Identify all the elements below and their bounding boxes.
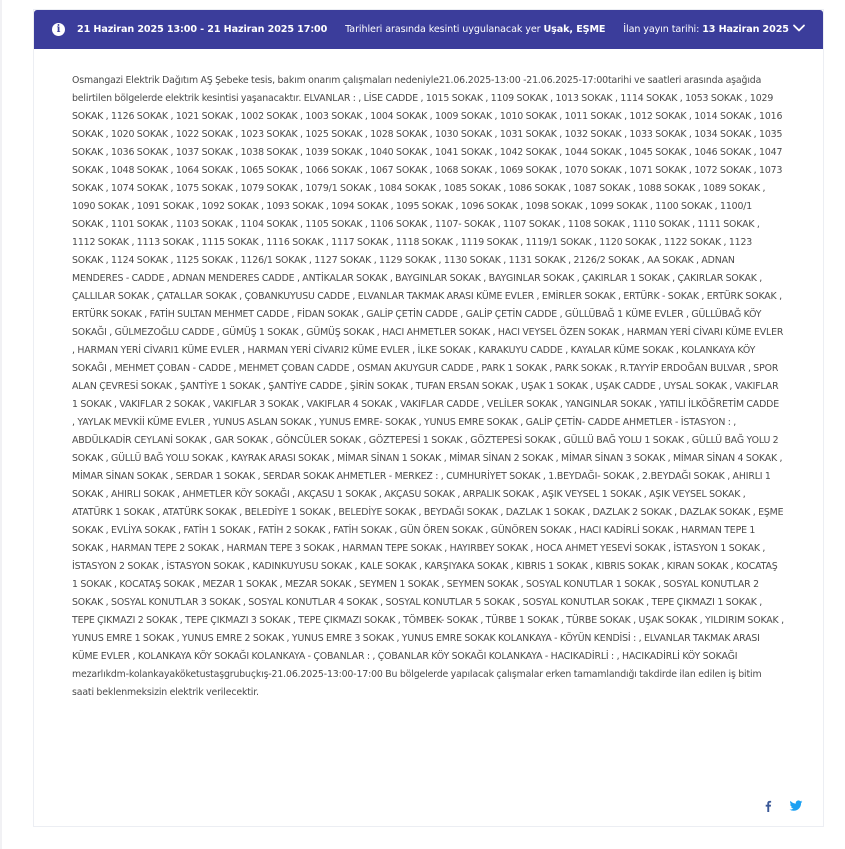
notice-header[interactable] [34,10,823,49]
chevron-down-icon[interactable] [792,21,806,35]
share-links [761,798,803,812]
info-icon: i [52,23,65,36]
facebook-share-link[interactable] [761,798,775,812]
location: Uşak, EŞME [543,24,606,35]
outage-notice-card [33,9,824,827]
publish-prefix: İlan yayın tarihi: [623,24,700,35]
twitter-share-link[interactable] [789,798,803,812]
header-text [77,24,789,35]
page-left-border [0,0,2,849]
facebook-icon [761,799,775,813]
date-range: 21 Haziran 2025 13:00 - 21 Haziran 2025 17:00 [77,24,328,35]
notice-body-text: Osmangazi Elektrik Dağıtım AŞ Şebeke tesis, bakım onarım çalışmaları nedeniyle21.06.2025-13:00 -21.06.2025-17:00tarihi ve saatleri arasında aşağıda belirtilen bölgelerde elektrik kesintisi yaşanacaktır. ELVANLAR : , LİSE CADDE , 1015 SOKAK , 1109 SOKAK , 1013 SOKAK , 1114 SOKAK , 1053 SOKAK , 1029 SOKAK , 1126 SOKAK , 1021 SOKAK , 1002 SOKAK , 1003 SOKAK , 1004 SOKAK , 1009 SOKAK , 1010 SOKAK , 1011 SOKAK , 1012 SOKAK , 1014 SOKAK , 1016 SOKAK , 1020 SOKAK , 1022 SOKAK , 1023 SOKAK , 1025 SOKAK , 1028 SOKAK , 1030 SOKAK , 1031 SOKAK , 1032 SOKAK , 1033 SOKAK , 1034 SOKAK , 1035 SOKAK , 1036 SOKAK , 1037 SOKAK , 1038 SOKAK , 1039 SOKAK , 1040 SOKAK , 1041 SOKAK , 1042 SOKAK , 1044 SOKAK , 1045 SOKAK , 1046 SOKAK , 1047 SOKAK , 1048 SOKAK , 1064 SOKAK , 1065 SOKAK , 1066 SOKAK , 1067 SOKAK , 1068 SOKAK , 1069 SOKAK , 1070 SOKAK , 1071 SOKAK , 1072 SOKAK , 1073 SOKAK , 1074 SOKAK , 1075 SOKAK , 1079 SOKAK , 1079/1 SOKAK , 1084 SOKAK , 1085 SOKAK , 1086 SOKAK , 1087 SOKAK , 1088 SOKAK , 1089 SOKAK , 1090 SOKAK , 1091 SOKAK , 1092 SOKAK , 1093 SOKAK , 1094 SOKAK , 1095 SOKAK , 1096 SOKAK , 1098 SOKAK , 1099 SOKAK , 1100 SOKAK , 1100/1 SOKAK , 1101 SOKAK , 1103 SOKAK , 1104 SOKAK , 1105 SOKAK , 1106 SOKAK , 1107- SOKAK , 1107 SOKAK , 1108 SOKAK , 1110 SOKAK , 1111 SOKAK , 1112 SOKAK , 1113 SOKAK , 1115 SOKAK , 1116 SOKAK , 1117 SOKAK , 1118 SOKAK , 1119 SOKAK , 1119/1 SOKAK , 1120 SOKAK , 1122 SOKAK , 1123 SOKAK , 1124 SOKAK , 1125 SOKAK , 1126/1 SOKAK , 1127 SOKAK , 1129 SOKAK , 1130 SOKAK , 1131 SOKAK , 2126/2 SOKAK , AA SOKAK , ADNAN MENDERES - CADDE , ADNAN MENDERES CADDE , ANTİKALAR SOKAK , BAYGINLAR SOKAK , BAYGINLAR SOKAK , ÇAKIRLAR 1 SOKAK , ÇAKIRLAR SOKAK , ÇALLILAR SOKAK , ÇATALLAR SOKAK , ÇOBANKUYUSU CADDE , ELVANLAR TAKMAK ARASI KÜME EVLER , EMİRLER SOKAK , ERTÜRK - SOKAK , ERTÜRK SOKAK , ERTÜRK SOKAK , FATİH SULTAN MEHMET CADDE , FİDAN SOKAK , GALİP ÇETİN CADDE , GALİP ÇETİN CADDE , GÜLLÜBAĞ 1 KÜME EVLER , GÜLLÜBAĞ KÖY SOKAĞI , GÜLMEZOĞLU CADDE , GÜMÜŞ 1 SOKAK , GÜMÜŞ SOKAK , HACI AHMETLER SOKAK , HACI VEYSEL ÖZEN SOKAK , HARMAN YERİ CİVARI KÜME EVLER , HARMAN YERİ CİVARI1 KÜME EVLER , HARMAN YERİ CİVARI2 KÜME EVLER , İLKE SOKAK , KARAKUYU CADDE , KAYALAR KÜME SOKAK , KOLANKAYA KÖY SOKAĞI , MEHMET ÇOBAN - CADDE , MEHMET ÇOBAN CADDE , OSMAN AKUYGUR CADDE , PARK 1 SOKAK , PARK SOKAK , R.TAYYİP ERDOĞAN BULVAR , SPOR ALAN ÇEVRESİ SOKAK , ŞANTİYE 1 SOKAK , ŞANTİYE CADDE , ŞİRİN SOKAK , TUFAN ERSAN SOKAK , UŞAK 1 SOKAK , UŞAK CADDE , UYSAL SOKAK , VAKIFLAR 1 SOKAK , VAKIFLAR 2 SOKAK , VAKIFLAR 3 SOKAK , VAKIFLAR 4 SOKAK , VAKIFLAR CADDE , VELİLER SOKAK , YANGINLAR SOKAK , YATILI İLKÖĞRETİM CADDE , YAYLAK MEVKİİ KÜME EVLER , YUNUS ASLAN SOKAK , YUNUS EMRE- SOKAK , YUNUS EMRE SOKAK , GALİP ÇETİN- CADDE AHMETLER - İSTASYON : , ABDÜLKADİR CEYLANİ SOKAK , GAR SOKAK , GÖNCÜLER SOKAK , GÖZTEPESİ 1 SOKAK , GÖZTEPESİ SOKAK , GÜLLÜ BAĞ YOLU 1 SOKAK , GÜLLÜ BAĞ YOLU 2 SOKAK , GÜLLÜ BAĞ YOLU SOKAK , KAYRAK ARASI SOKAK , MİMAR SİNAN 1 SOKAK , MİMAR SİNAN 2 SOKAK , MİMAR SİNAN 3 SOKAK , MİMAR SİNAN 4 SOKAK , MİMAR SİNAN SOKAK , SERDAR 1 SOKAK , SERDAR SOKAK AHMETLER - MERKEZ : , CUMHURİYET SOKAK , 1.BEYDAĞI- SOKAK , 2.BEYDAĞI SOKAK , AHIRLI 1 SOKAK , AHIRLI SOKAK , AHMETLER KÖY SOKAĞI , AKÇASU 1 SOKAK , AKÇASU SOKAK , ARPALIK SOKAK , AŞIK VEYSEL 1 SOKAK , AŞIK VEYSEL SOKAK , ATATÜRK 1 SOKAK , ATATÜRK SOKAK , BELEDİYE 1 SOKAK , BELEDİYE SOKAK , BEYDAĞI SOKAK , DAZLAK 1 SOKAK , DAZLAK 2 SOKAK , DAZLAK SOKAK , EŞME SOKAK , EVLİYA SOKAK , FATİH 1 SOKAK , FATİH 2 SOKAK , FATİH SOKAK , GÜN ÖREN SOKAK , GÜNÖREN SOKAK , HACI KADİRLİ SOKAK , HARMAN TEPE 1 SOKAK , HARMAN TEPE 2 SOKAK , HARMAN TEPE 3 SOKAK , HARMAN TEPE SOKAK , HAYIRBEY SOKAK , HOCA AHMET YESEVİ SOKAK , İSTASYON 1 SOKAK , İSTASYON 2 SOKAK , İSTASYON SOKAK , KADINKUYUSU SOKAK , KALE SOKAK , KARŞIYAKA SOKAK , KIBRIS 1 SOKAK , KIBRIS SOKAK , KIRAN SOKAK , KOCATAŞ 1 SOKAK , KOCATAŞ SOKAK , MEZAR 1 SOKAK , MEZAR SOKAK , SEYMEN 1 SOKAK , SEYMEN SOKAK , SOSYAL KONUTLAR 1 SOKAK , SOSYAL KONUTLAR 2 SOKAK , SOSYAL KONUTLAR 3 SOKAK , SOSYAL KONUTLAR 4 SOKAK , SOSYAL KONUTLAR 5 SOKAK , SOSYAL KONUTLAR SOKAK , TEPE ÇIKMAZI 1 SOKAK , TEPE ÇIKMAZI 2 SOKAK , TEPE ÇIKMAZI 3 SOKAK , TEPE ÇIKMAZI SOKAK , TÖMBEK- SOKAK , TÜRBE 1 SOKAK , TÜRBE SOKAK , UŞAK SOKAK , YILDIRIM SOKAK , YUNUS EMRE 1 SOKAK , YUNUS EMRE 2 SOKAK , YUNUS EMRE 3 SOKAK , YUNUS EMRE SOKAK KOLANKAYA - KÖYÜN KENDİSİ : , ELVANLAR TAKMAK ARASI KÜME EVLER , KOLANKAYA KÖY SOKAĞI KOLANKAYA - ÇOBANLAR : , ÇOBANLAR KÖY SOKAĞI KOLANKAYA - HACIKADİRLİ : , HACIKADİRLİ KÖY SOKAĞI mezarlıkdm-kolankayaköketustaşgrubuçkış-21.06.2025-13:00-17:00 Bu bölgelerde yapılacak çalışmalar erken tamamlandığı takdirde ilan edilen iş bitim saati beklenmeksizin elektrik verilecektir. [72,75,784,698]
location-prefix: Tarihleri arasında kesinti uygulanacak yer [345,24,541,35]
publish-date: 13 Haziran 2025 [702,24,789,35]
twitter-icon [789,799,803,813]
